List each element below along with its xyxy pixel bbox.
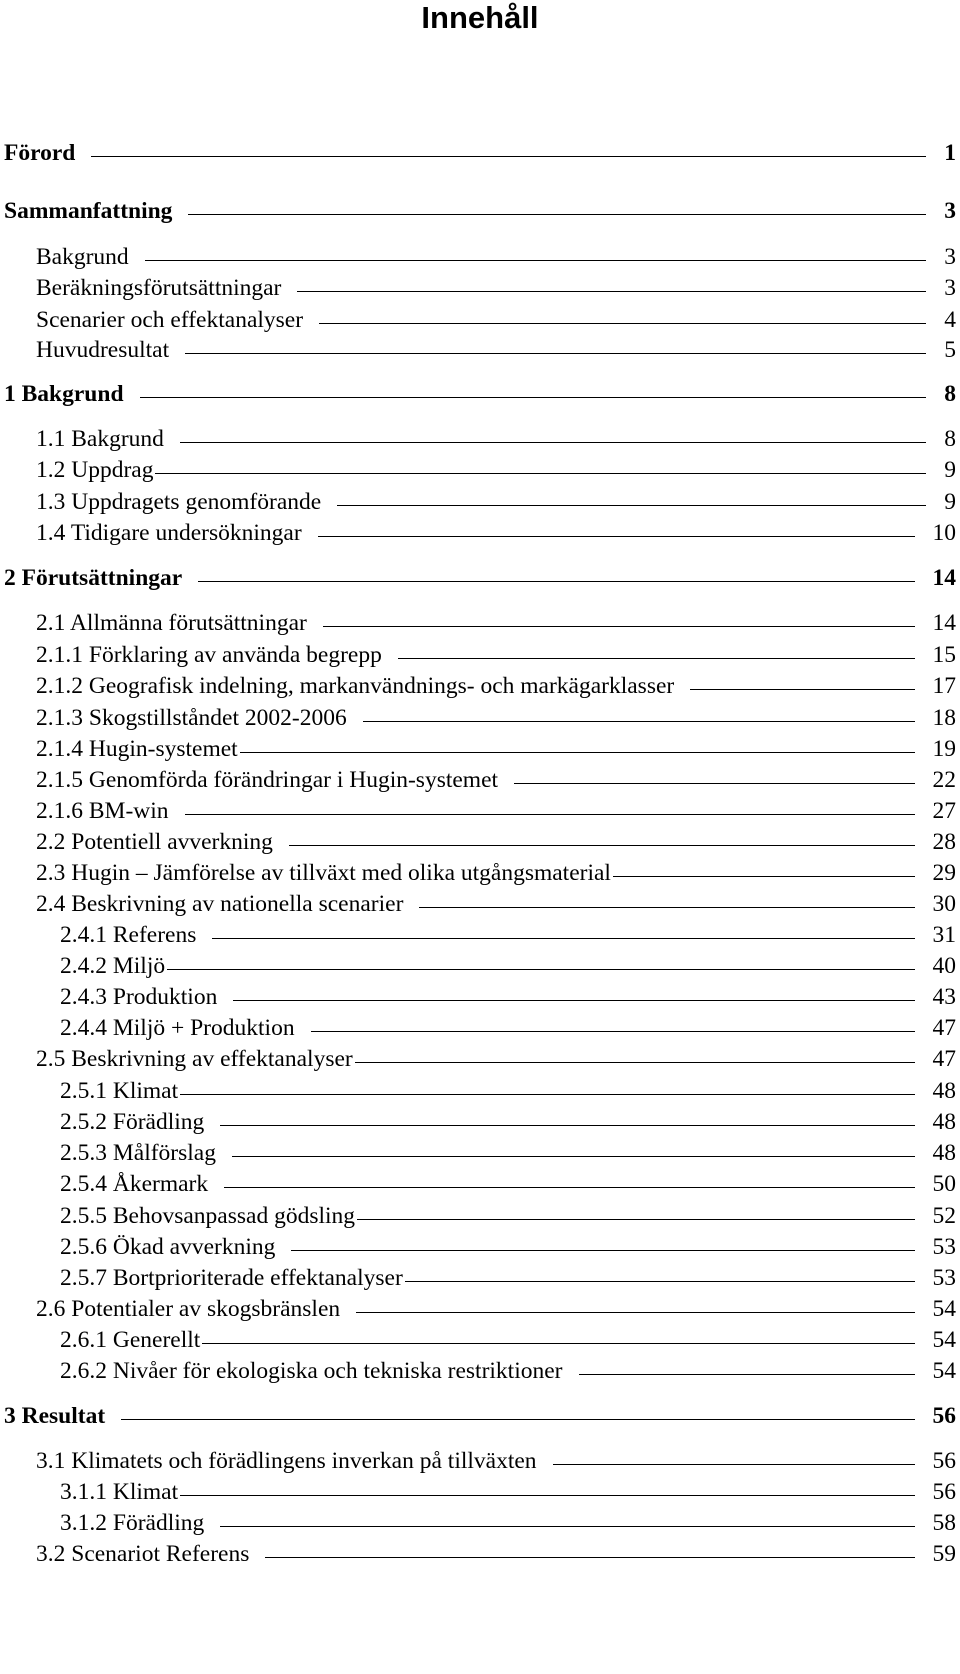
toc-leader-line xyxy=(398,658,915,659)
toc-entry[interactable] xyxy=(36,671,956,701)
toc-leader-line xyxy=(202,1343,914,1344)
toc-entry-label: 3.1.1 Klimat xyxy=(60,1479,179,1505)
toc-entry-label: 2.5.4 Åkermark xyxy=(60,1171,209,1197)
toc-leader-line xyxy=(356,1312,914,1313)
toc-entry-label: 2.4.1 Referens xyxy=(60,922,197,948)
toc-entry[interactable] xyxy=(36,273,956,303)
toc-entry-label: 1.1 Bakgrund xyxy=(36,426,164,452)
toc-entry-label: 3 Resultat xyxy=(4,1403,106,1429)
toc-leader-line xyxy=(289,845,915,846)
toc-leader-line xyxy=(690,689,914,690)
toc-leader-line xyxy=(405,1281,915,1282)
toc-entry-label: 2.5.6 Ökad avverkning xyxy=(60,1234,276,1260)
toc-leader-line xyxy=(224,1187,914,1188)
toc-entry-label: 2.6.1 Generellt xyxy=(60,1327,201,1353)
toc-entry[interactable] xyxy=(36,487,956,517)
toc-entry-label: 2.4.3 Produktion xyxy=(60,984,218,1010)
toc-entry-page-number: 27 xyxy=(932,798,956,824)
toc-leader-line xyxy=(180,1094,914,1095)
toc-leader-line xyxy=(311,1031,915,1032)
toc-leader-line xyxy=(265,1557,914,1558)
toc-entry-page-number: 58 xyxy=(932,1510,956,1536)
toc-entry-page-number: 4 xyxy=(944,307,956,333)
toc-entry-page-number: 3 xyxy=(944,244,956,270)
toc-entry[interactable] xyxy=(36,424,956,454)
page-title: Innehåll xyxy=(421,0,539,35)
toc-entry[interactable] xyxy=(60,1232,956,1262)
toc-entry-label: Scenarier och effektanalyser xyxy=(36,307,304,333)
toc-leader-line xyxy=(220,1125,914,1126)
toc-leader-line xyxy=(185,814,915,815)
toc-entry[interactable] xyxy=(4,138,956,168)
toc-entry-label: 2.5 Beskrivning av effektanalyser xyxy=(36,1046,353,1072)
toc-entry-label: 3.1 Klimatets och förädlingens inverkan på tillväxten xyxy=(36,1448,537,1474)
toc-leader-line xyxy=(145,260,927,261)
toc-entry-page-number: 56 xyxy=(932,1403,956,1429)
toc-entry-label: 2 Förutsättningar xyxy=(4,565,183,591)
toc-entry[interactable] xyxy=(36,1539,956,1569)
toc-entry[interactable] xyxy=(60,1356,956,1386)
toc-entry-page-number: 28 xyxy=(932,829,956,855)
toc-entry-page-number: 48 xyxy=(932,1078,956,1104)
toc-entry[interactable] xyxy=(36,858,956,888)
toc-entry-label: 2.5.2 Förädling xyxy=(60,1109,205,1135)
toc-entry[interactable] xyxy=(60,1013,956,1043)
toc-entry-label: 2.1 Allmänna förutsättningar xyxy=(36,610,307,636)
toc-entry-label: 1.2 Uppdrag xyxy=(36,457,154,483)
toc-entry-label: 2.4 Beskrivning av nationella scenarier xyxy=(36,891,404,917)
toc-entry-label: 2.1.3 Skogstillståndet 2002-2006 xyxy=(36,705,347,731)
toc-entry[interactable] xyxy=(60,982,956,1012)
toc-entry-page-number: 17 xyxy=(932,673,956,699)
toc-leader-line xyxy=(140,397,927,398)
toc-entry-page-number: 22 xyxy=(932,767,956,793)
toc-entry[interactable] xyxy=(36,640,956,670)
toc-leader-line xyxy=(357,1219,914,1220)
toc-entry-page-number: 3 xyxy=(944,275,956,301)
toc-entry-label: Beräkningsförutsättningar xyxy=(36,275,282,301)
toc-entry[interactable] xyxy=(60,1107,956,1137)
toc-entry-label: Sammanfattning xyxy=(4,198,173,224)
toc-entry-label: 1 Bakgrund xyxy=(4,381,124,407)
toc-entry-page-number: 40 xyxy=(932,953,956,979)
toc-entry-page-number: 56 xyxy=(932,1448,956,1474)
toc-entry[interactable] xyxy=(36,1044,956,1074)
toc-entry[interactable] xyxy=(36,765,956,795)
toc-entry-page-number: 15 xyxy=(932,642,956,668)
toc-leader-line xyxy=(220,1526,914,1527)
toc-leader-line xyxy=(198,581,914,582)
toc-leader-line xyxy=(180,1495,914,1496)
toc-entry[interactable] xyxy=(4,196,956,226)
toc-entry-label: Förord xyxy=(4,140,76,166)
toc-entry-page-number: 10 xyxy=(932,520,956,546)
toc-leader-line xyxy=(514,783,914,784)
toc-leader-line xyxy=(185,353,926,354)
toc-entry[interactable] xyxy=(36,518,956,548)
toc-leader-line xyxy=(355,1062,915,1063)
toc-entry-label: 2.1.2 Geografisk indelning, markanvändnings- och markägarklasser xyxy=(36,673,675,699)
toc-leader-line xyxy=(613,876,915,877)
toc-entry-label: 3.1.2 Förädling xyxy=(60,1510,205,1536)
toc-entry-label: Huvudresultat xyxy=(36,337,170,363)
toc-entry-label: 2.4.2 Miljö xyxy=(60,953,166,979)
toc-entry-page-number: 14 xyxy=(932,610,956,636)
toc-leader-line xyxy=(337,505,926,506)
toc-entry-page-number: 43 xyxy=(932,984,956,1010)
toc-entry[interactable] xyxy=(60,1138,956,1168)
toc-leader-line xyxy=(121,1419,914,1420)
toc-entry-label: 2.2 Potentiell avverkning xyxy=(36,829,273,855)
toc-entry[interactable] xyxy=(60,1477,956,1507)
toc-entry[interactable] xyxy=(36,1446,956,1476)
toc-entry-label: 1.3 Uppdragets genomförande xyxy=(36,489,322,515)
toc-leader-line xyxy=(188,214,926,215)
toc-entry[interactable] xyxy=(36,889,956,919)
toc-leader-line xyxy=(363,721,915,722)
toc-leader-line xyxy=(297,291,926,292)
toc-entry[interactable] xyxy=(4,563,956,593)
toc-entry-page-number: 9 xyxy=(944,489,956,515)
toc-entry-page-number: 3 xyxy=(944,198,956,224)
toc-entry-page-number: 54 xyxy=(932,1327,956,1353)
toc-leader-line xyxy=(553,1464,915,1465)
toc-leader-line xyxy=(91,156,926,157)
toc-leader-line xyxy=(212,938,914,939)
toc-entry-page-number: 5 xyxy=(944,337,956,363)
toc-leader-line xyxy=(419,907,914,908)
toc-entry-page-number: 56 xyxy=(932,1479,956,1505)
toc-entry[interactable] xyxy=(36,455,956,485)
toc-leader-line xyxy=(180,442,926,443)
toc-entry[interactable] xyxy=(36,305,956,335)
toc-entry[interactable] xyxy=(36,827,956,857)
toc-entry-page-number: 48 xyxy=(932,1140,956,1166)
toc-entry-label: 2.6.2 Nivåer för ekologiska och tekniska restriktioner xyxy=(60,1358,563,1384)
toc-entry[interactable] xyxy=(4,1401,956,1431)
toc-entry-label: 2.1.1 Förklaring av använda begrepp xyxy=(36,642,382,668)
toc-entry-page-number: 30 xyxy=(932,891,956,917)
toc-entry[interactable] xyxy=(60,1263,956,1293)
toc-entry-page-number: 18 xyxy=(932,705,956,731)
toc-entry-page-number: 31 xyxy=(932,922,956,948)
toc-entry-label: 2.6 Potentialer av skogsbränslen xyxy=(36,1296,341,1322)
toc-entry-label: 2.1.4 Hugin-systemet xyxy=(36,736,238,762)
toc-leader-line xyxy=(232,1156,915,1157)
toc-entry-label: 2.4.4 Miljö + Produktion xyxy=(60,1015,295,1041)
toc-entry-label: 1.4 Tidigare undersökningar xyxy=(36,520,302,546)
toc-entry-label: 3.2 Scenariot Referens xyxy=(36,1541,250,1567)
toc-leader-line xyxy=(323,626,915,627)
toc-entry[interactable] xyxy=(36,242,956,272)
toc-entry[interactable] xyxy=(36,335,956,365)
toc-entry[interactable] xyxy=(60,1169,956,1199)
toc-entry-page-number: 8 xyxy=(944,426,956,452)
toc-entry-page-number: 47 xyxy=(932,1046,956,1072)
toc-entry-label: 2.5.1 Klimat xyxy=(60,1078,179,1104)
toc-entry[interactable] xyxy=(60,920,956,950)
toc-entry-page-number: 52 xyxy=(932,1203,956,1229)
toc-entry-page-number: 14 xyxy=(932,565,956,591)
toc-leader-line xyxy=(167,969,914,970)
toc-entry-label: 2.5.3 Målförslag xyxy=(60,1140,216,1166)
toc-entry[interactable] xyxy=(60,1508,956,1538)
toc-entry[interactable] xyxy=(36,734,956,764)
toc-entry-page-number: 53 xyxy=(932,1234,956,1260)
toc-entry[interactable] xyxy=(60,1076,956,1106)
toc-leader-line xyxy=(319,323,926,324)
toc-entry-page-number: 9 xyxy=(944,457,956,483)
toc-leader-line xyxy=(291,1250,914,1251)
toc-entry-page-number: 47 xyxy=(932,1015,956,1041)
toc-entry-page-number: 48 xyxy=(932,1109,956,1135)
toc-entry[interactable] xyxy=(36,608,956,638)
toc-leader-line xyxy=(155,473,926,474)
toc-entry-page-number: 54 xyxy=(932,1296,956,1322)
toc-entry-page-number: 8 xyxy=(944,381,956,407)
toc-entry[interactable] xyxy=(4,379,956,409)
toc-entry-label: 2.3 Hugin – Jämförelse av tillväxt med olika utgångsmaterial xyxy=(36,860,611,886)
toc-entry-label: 2.1.5 Genomförda förändringar i Hugin-systemet xyxy=(36,767,499,793)
toc-entry-label: 2.5.7 Bortprioriterade effektanalyser xyxy=(60,1265,403,1291)
toc-entry-label: 2.5.5 Behovsanpassad gödsling xyxy=(60,1203,356,1229)
toc-entry-page-number: 19 xyxy=(932,736,956,762)
toc-leader-line xyxy=(579,1374,915,1375)
toc-entry-page-number: 1 xyxy=(944,140,956,166)
toc-leader-line xyxy=(318,536,915,537)
toc-entry-page-number: 29 xyxy=(932,860,956,886)
toc-entry-page-number: 54 xyxy=(932,1358,956,1384)
toc-entry-page-number: 50 xyxy=(932,1171,956,1197)
toc-entry[interactable] xyxy=(36,796,956,826)
toc-entry[interactable] xyxy=(36,1294,956,1324)
toc-leader-line xyxy=(240,752,915,753)
toc-entry[interactable] xyxy=(60,1201,956,1231)
toc-entry-page-number: 53 xyxy=(932,1265,956,1291)
toc-entry[interactable] xyxy=(60,1325,956,1355)
toc-entry[interactable] xyxy=(36,703,956,733)
toc-leader-line xyxy=(233,1000,914,1001)
toc-entry-label: 2.1.6 BM-win xyxy=(36,798,169,824)
toc-entry-label: Bakgrund xyxy=(36,244,129,270)
toc-entry[interactable] xyxy=(60,951,956,981)
toc-entry-page-number: 59 xyxy=(932,1541,956,1567)
